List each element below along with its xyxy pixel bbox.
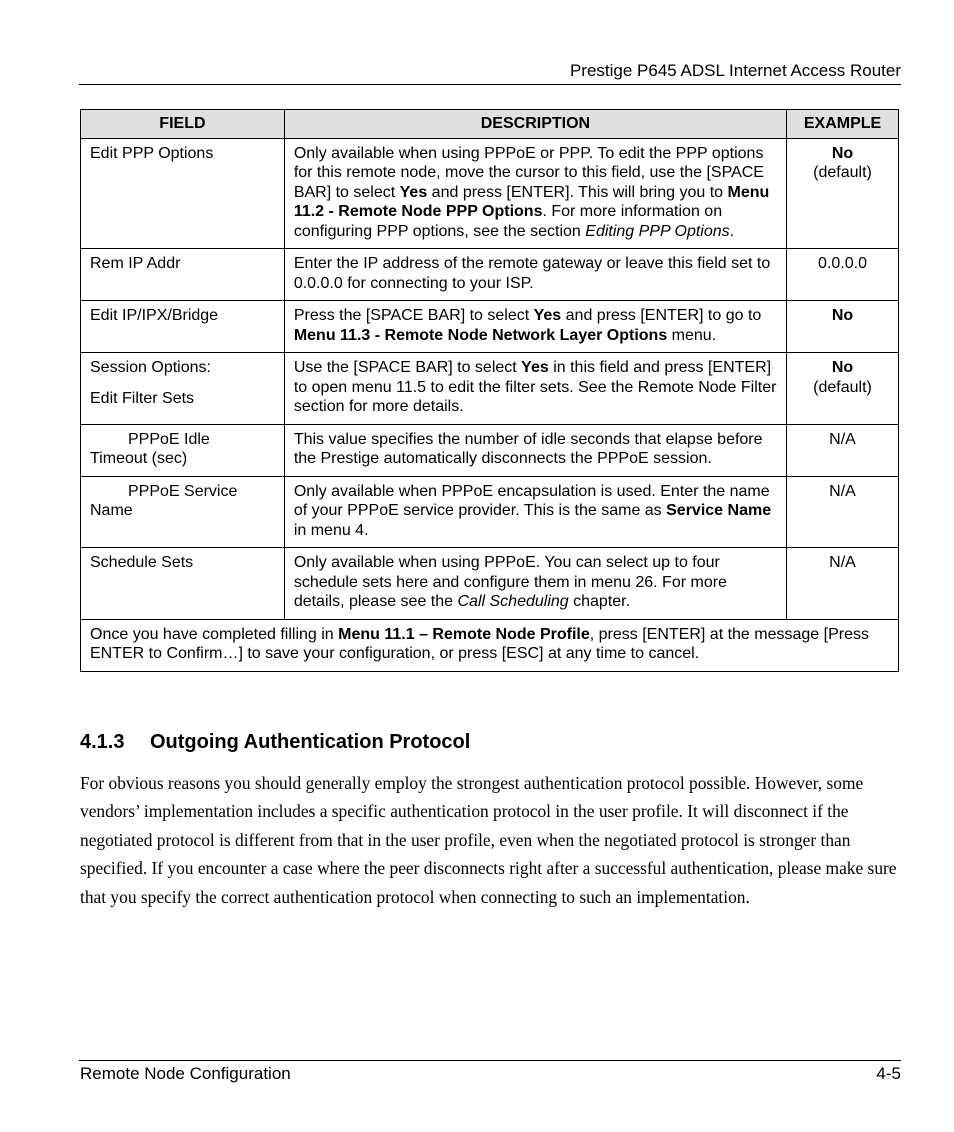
page-header-title: Prestige P645 ADSL Internet Access Router [569,61,901,80]
table-row [81,249,899,301]
header-rule [79,84,901,85]
description-cell: Only available when using PPPoE. You can select up to four schedule sets here and configure them in menu 26. For more details, please see the Call Scheduling chapter. [284,548,786,620]
description-cell: Use the [SPACE BAR] to select Yes in this field and press [ENTER] to open menu 11.5 to edit the filter sets. See the Remote Node Filter section for more details. [284,353,786,425]
example-cell: N/A [787,548,899,620]
field-description-table [80,109,899,672]
section-number: 4.1.3 [80,731,125,753]
example-cell: N/A [787,424,899,476]
table-row [81,424,899,476]
description-cell: Enter the IP address of the remote gateway or leave this field set to 0.0.0.0 for connecting to your ISP. [284,249,786,301]
table-row [81,138,899,249]
field-cell: Schedule Sets [81,548,285,620]
table-row [81,353,899,425]
example-cell: No (default) [787,353,899,425]
table-footer-note: Once you have completed filling in Menu 11.1 – Remote Node Profile, press [ENTER] at the message [Press ENTER to Confirm…] to save your configuration, or press [ESC] at any time to cancel. [81,619,899,671]
table-row [81,301,899,353]
example-cell: No [787,301,899,353]
table-header-row [81,110,899,139]
table-row [81,548,899,620]
field-cell: Session Options: Edit Filter Sets [81,353,285,425]
section-body-paragraph: For obvious reasons you should generally employ the strongest authentication protocol possible. However, some vendors’ implementation includes a specific authentication protocol in the user profile. It will disconnect if the negotiated protocol is different from that in the user profile, even when the negotiated protocol is stronger than specified. If you encounter a case where the peer disconnects right after a successful authentication, please make sure that you specify the correct authentication protocol when connecting to such an implementation. [80,773,897,907]
table-row [81,476,899,548]
field-cell: PPPoE Idle Timeout (sec) [81,424,285,476]
example-cell: No (default) [787,138,899,249]
footer-page-number: 4-5 [876,1064,901,1083]
description-cell: Only available when using PPPoE or PPP. To edit the PPP options for this remote node, move the cursor to this field, use the [SPACE BAR] to select Yes and press [ENTER]. This will bring you to Menu 11.2 - Remote Node PPP Options. For more information on configuring PPP options, see the section Editing PPP Options. [284,138,786,249]
description-cell: Only available when PPPoE encapsulation is used. Enter the name of your PPPoE service provider. This is the same as Service Name in menu 4. [284,476,786,548]
column-header-description: DESCRIPTION [284,110,786,139]
description-cell: This value specifies the number of idle seconds that elapse before the Prestige automatically disconnects the PPPoE session. [284,424,786,476]
example-cell: 0.0.0.0 [787,249,899,301]
field-cell: Edit IP/IPX/Bridge [81,301,285,353]
example-cell: N/A [787,476,899,548]
section-heading [80,731,470,754]
table-footer-row [81,619,899,671]
description-cell: Press the [SPACE BAR] to select Yes and press [ENTER] to go to Menu 11.3 - Remote Node Network Layer Options menu. [284,301,786,353]
field-cell: Edit PPP Options [81,138,285,249]
section-title: Outgoing Authentication Protocol [150,731,471,753]
footer-chapter-title: Remote Node Configuration [80,1064,291,1083]
field-cell: PPPoE Service Name [81,476,285,548]
column-header-field: FIELD [81,110,285,139]
footer-rule [79,1060,901,1061]
column-header-example: EXAMPLE [787,110,899,139]
field-cell: Rem IP Addr [81,249,285,301]
